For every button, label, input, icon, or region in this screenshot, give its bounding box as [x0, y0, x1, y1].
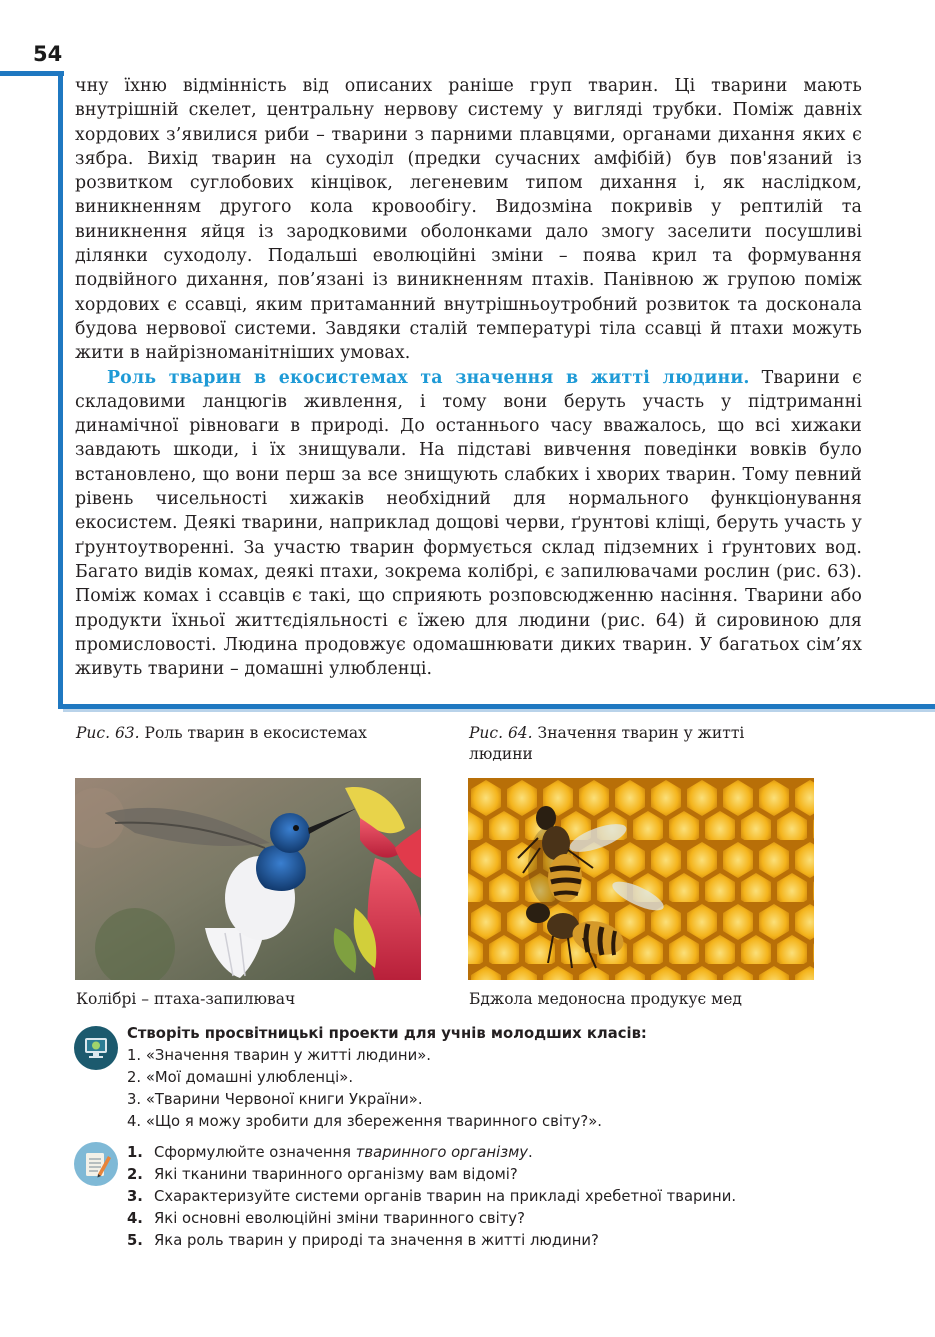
project-list — [127, 1045, 887, 1133]
list-item: 2. «Мої домашні улюбленці». — [127, 1069, 354, 1086]
figure-63-title: Роль тварин в екосистемах — [139, 724, 367, 742]
question-number: 3. — [127, 1188, 143, 1205]
computer-globe-icon — [74, 1026, 118, 1070]
page-accent-left-bar — [58, 71, 63, 707]
honeycomb-illustration — [468, 778, 814, 980]
question-number: 5. — [127, 1232, 143, 1249]
question-text: Які основні еволюційні зміни тваринного світу? — [154, 1210, 525, 1227]
hummingbird-photo — [75, 778, 421, 980]
list-item: 3. «Тварини Червоної книги України». — [127, 1091, 423, 1108]
figure-64-caption — [469, 723, 799, 765]
question-item — [127, 1164, 887, 1186]
page-accent-shadow — [63, 709, 935, 712]
question-item — [127, 1230, 887, 1252]
review-questions — [127, 1142, 887, 1252]
question-text-end: . — [528, 1144, 533, 1161]
question-text: Сформулюйте означення — [154, 1144, 356, 1161]
question-number: 2. — [127, 1166, 143, 1183]
figure-64-number: Рис. 64. — [469, 724, 533, 742]
question-number: 1. — [127, 1144, 143, 1161]
list-item: 4. «Що я можу зробити для збереження тваринного світу?». — [127, 1113, 602, 1130]
page-accent-top-bar — [0, 71, 64, 76]
question-term: тваринного організму — [355, 1144, 528, 1161]
question-item — [127, 1208, 887, 1230]
figure-64-subcaption: Бджола медоносна продукує мед — [469, 990, 742, 1008]
question-number: 4. — [127, 1210, 143, 1227]
question-item — [127, 1186, 887, 1208]
main-text — [75, 74, 862, 681]
paragraph-chordates: чну їхню відмінність від описаних раніше груп тварин. Ці тварини мають внутрішній скелет, центральну нервову систему у вигляді трубки. Поміж давніх хордових з’явилися риби – тварини з парними плавцями, органами дихання яких є зябра. Вихід тварин на суходіл (предки сучасних амфібій) був пов'язаний із розвитком суглобових кінцівок, легеневим типом дихання і, як наслідком, виникненням другого кола кровообігу. Видозміна покривів у рептилій та виникнення яйця із зародковими оболонками дало змогу заселити посушливі ділянки суходолу. Подальші еволюційні зміни – поява крил та формування подвійного дихання, пов’язані із виникненням птахів. Панівною ж групою поміж хордових є ссавці, яким притаманний внутрішньоутробний розвиток та досконала будова нервової системи. Завдяки сталій температурі тіла ссавці й птахи можуть жити в найрізноманітніших умовах. — [75, 76, 862, 364]
figure-64-title: Значення тварин у житті людини — [469, 724, 745, 763]
hummingbird-illustration — [75, 778, 421, 980]
question-item — [127, 1142, 887, 1164]
figure-63-number: Рис. 63. — [76, 724, 140, 742]
question-text: Які тканини тваринного організму вам відомі? — [154, 1166, 518, 1183]
project-title: Створіть просвітницькі проекти для учнів молодших класів: — [127, 1025, 647, 1042]
section-body: Тварини є складовими ланцюгів живлення, і тому вони беруть участь у підтриманні динамічної рівноваги в природі. До останнього часу вважалось, що всі хижаки завдають шкоди, і їх знищували. На підставі вивчення поведінки вовків було встановлено, що вони перш за все знищують слабких і хворих тварин. Тому певний рівень чисельності хижаків необхідний для нормального функціонування екосистем. Деякі тварини, наприклад дощові черви, ґрунтові кліщі, беруть участь у ґрунтоутворенні. За участю тварин формується склад підземних і ґрунтових вод. Багато видів комах, деякі птахи, зокрема колібрі, є запилювачами рослин (рис. 63). Поміж комах і ссавців є такі, що сприяють розповсюдженню насіння. Тварини або продукти їхньої життєдіяльності є їжею для людини (рис. 64) й сировиною для промисловості. Людина продовжує одомашнювати диких тварин. У багатьох сім’ях живуть тварини – домашні улюбленці. — [75, 367, 862, 680]
project-task — [127, 1023, 887, 1133]
figure-63-subcaption: Колібрі – птаха-запилювач — [76, 990, 296, 1008]
list-item: 1. «Значення тварин у житті людини». — [127, 1047, 431, 1064]
questions-list — [127, 1142, 887, 1252]
question-text: Яка роль тварин у природі та значення в житті людини? — [154, 1232, 599, 1249]
paragraph-role-of-animals — [75, 366, 862, 682]
figure-63-caption — [76, 723, 421, 744]
notebook-pencil-icon — [74, 1142, 118, 1186]
page-number: 54 — [33, 42, 63, 66]
honeycomb-bees-photo — [468, 778, 814, 980]
question-text: Схарактеризуйте системи органів тварин на прикладі хребетної тварини. — [154, 1188, 737, 1205]
section-heading: Роль тварин в екосистемах та значення в житті людини. — [107, 367, 750, 388]
